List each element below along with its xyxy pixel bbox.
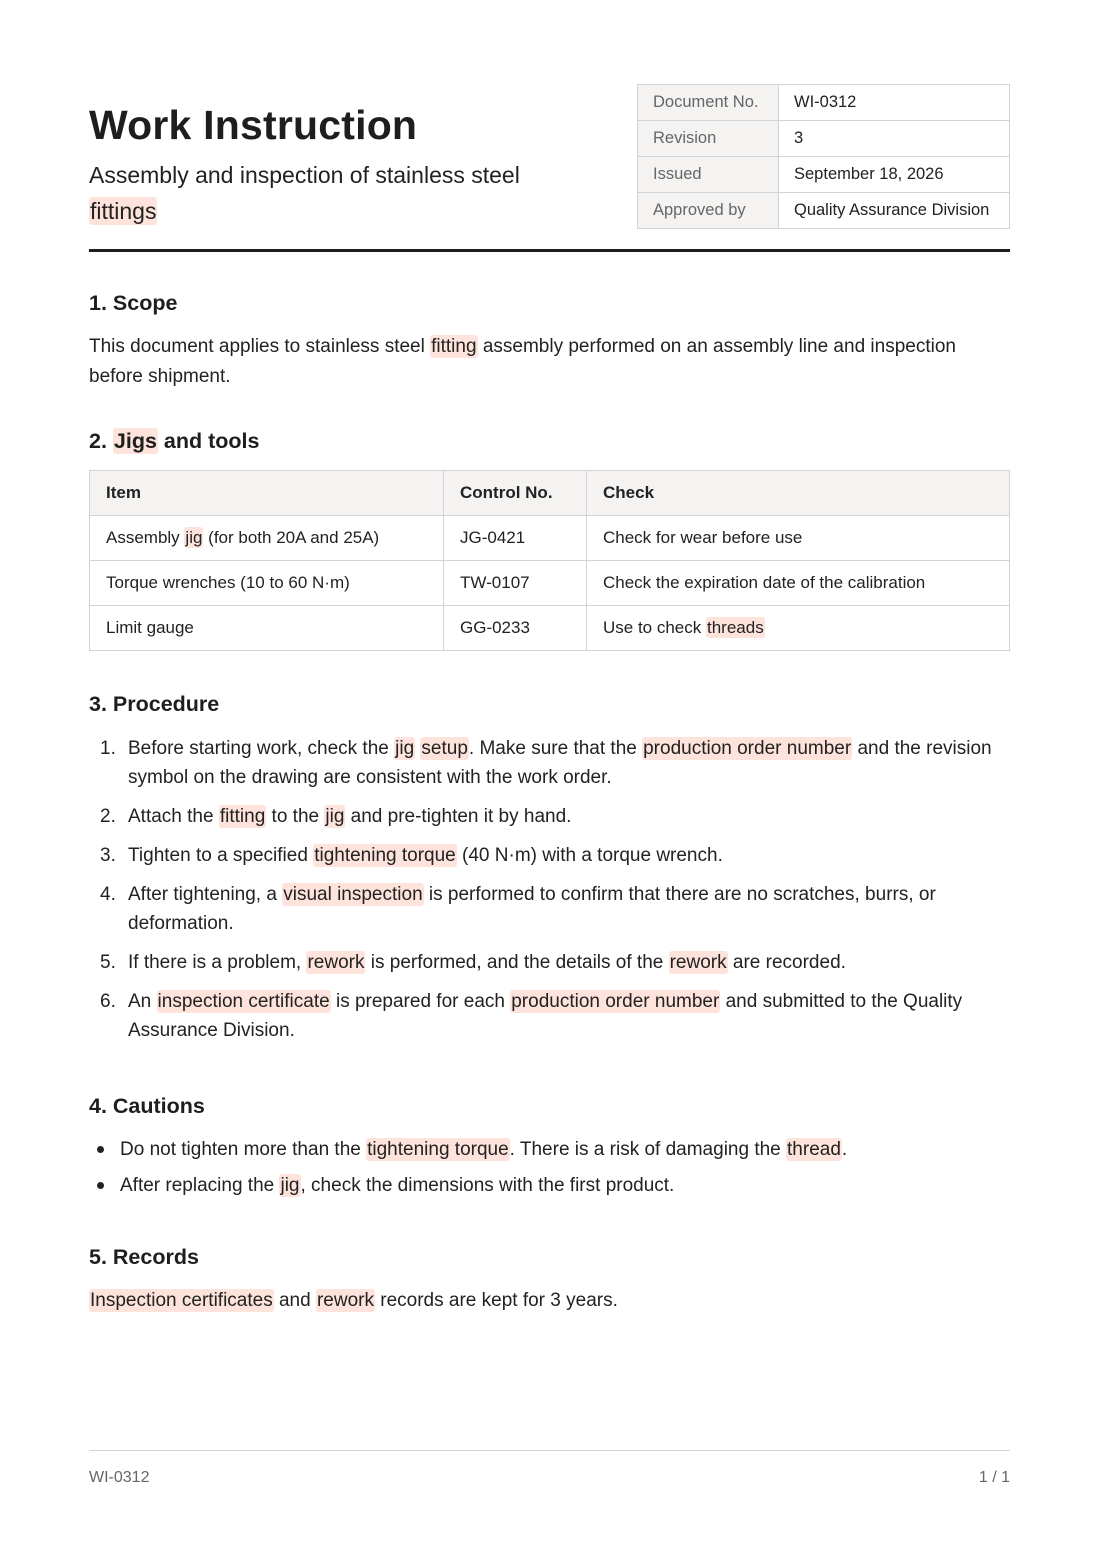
text-run: , check the dimensions with the first product. — [300, 1175, 675, 1196]
section-heading-records: 5. Records — [89, 1245, 199, 1269]
highlighted-term: inspection certificate — [157, 991, 330, 1012]
highlighted-term: threads — [707, 618, 764, 637]
procedure-list — [89, 734, 1010, 1055]
meta-value: WI-0312 — [779, 85, 1010, 121]
highlighted-term: fittings — [90, 198, 157, 224]
highlighted-term: setup — [421, 738, 468, 759]
meta-label: Approved by — [638, 193, 779, 229]
highlighted-term: rework — [316, 1290, 374, 1311]
header-divider — [89, 249, 1010, 252]
list-item — [89, 1171, 1010, 1200]
text-run: After tightening, a — [128, 884, 283, 905]
highlighted-term: tightening torque — [314, 845, 456, 866]
item-cell: Limit gauge — [90, 606, 444, 651]
text-run: and submitted to the Quality Assurance Division. — [128, 991, 963, 1041]
text-run: An — [128, 991, 157, 1012]
meta-label: Revision — [638, 121, 779, 157]
table-row — [90, 561, 1010, 606]
text-run: Tighten to a specified — [128, 845, 314, 866]
control-no-cell: GG-0233 — [444, 606, 587, 651]
text-run: and pre-tighten it by hand. — [345, 806, 572, 827]
step-number: 1. — [100, 738, 116, 759]
text-run: Do not tighten more than the — [120, 1139, 367, 1160]
page-title: Work Instruction — [89, 102, 418, 148]
column-header: Control No. — [444, 471, 587, 516]
highlighted-term: jig — [280, 1175, 300, 1196]
highlighted-term: thread — [787, 1139, 841, 1160]
step-number: 3. — [100, 845, 116, 866]
control-no-cell: TW-0107 — [444, 561, 587, 606]
text-run: records are kept for 3 years. — [374, 1290, 618, 1311]
meta-row — [638, 85, 1010, 121]
page-subtitle — [89, 157, 569, 229]
jigs-tools-table — [89, 470, 1010, 651]
table-row — [90, 516, 1010, 561]
text-run: Use to check — [603, 618, 706, 637]
meta-row — [638, 157, 1010, 193]
text-run: (for both 20A and 25A) — [203, 528, 380, 547]
highlighted-term: Inspection certificates — [90, 1290, 273, 1311]
highlighted-term: fitting — [219, 806, 266, 827]
text-run: assembly performed on an assembly line and inspection before shipment. — [89, 336, 956, 387]
section-heading-jigs-tools — [89, 429, 259, 454]
highlighted-term: jig — [395, 738, 415, 759]
check-cell: Check for wear before use — [587, 516, 1010, 561]
highlighted-term: tightening torque — [367, 1139, 509, 1160]
text-run: to the — [266, 806, 325, 827]
meta-label: Issued — [638, 157, 779, 193]
highlighted-term: visual inspection — [283, 884, 423, 905]
meta-row — [638, 121, 1010, 157]
table-header-row — [90, 471, 1010, 516]
control-no-cell: JG-0421 — [444, 516, 587, 561]
meta-row — [638, 193, 1010, 229]
column-header: Item — [90, 471, 444, 516]
cautions-list — [89, 1135, 1010, 1207]
section-heading-scope: 1. Scope — [89, 291, 178, 315]
meta-value: Quality Assurance Division — [779, 193, 1010, 229]
highlighted-term: rework — [307, 952, 365, 973]
meta-value: September 18, 2026 — [779, 157, 1010, 193]
text-run: (40 N·m) with a torque wrench. — [456, 845, 723, 866]
text-run: . There is a risk of damaging the — [509, 1139, 787, 1160]
bullet-icon — [97, 1182, 104, 1189]
records-paragraph — [89, 1286, 989, 1316]
step-number: 5. — [100, 952, 116, 973]
text-run: This document applies to stainless steel — [89, 336, 431, 357]
highlighted-term: production order number — [511, 991, 720, 1012]
step-number: 2. — [100, 806, 116, 827]
list-item — [89, 948, 1010, 977]
text-run: and tools — [157, 429, 260, 453]
document-meta-table — [637, 84, 1010, 229]
text-run: After replacing the — [120, 1175, 280, 1196]
subtitle-text: Assembly and inspection of stainless steel — [89, 162, 520, 188]
document-header — [89, 84, 1010, 252]
text-run: is performed to confirm that there are no scratches, burrs, or deformation. — [128, 884, 936, 934]
bullet-icon — [97, 1146, 104, 1153]
list-item — [89, 880, 1010, 938]
text-run: is prepared for each — [330, 991, 511, 1012]
list-item — [89, 841, 1010, 870]
item-cell: Torque wrenches (10 to 60 N·m) — [90, 561, 444, 606]
check-cell — [587, 606, 1010, 651]
footer-document-number: WI-0312 — [89, 1469, 150, 1486]
list-item — [89, 802, 1010, 831]
text-run: are recorded. — [727, 952, 846, 973]
highlighted-term: fitting — [431, 336, 477, 357]
page-number: 1 / 1 — [978, 1469, 1010, 1486]
highlighted-term: rework — [669, 952, 727, 973]
list-item — [89, 1135, 1010, 1164]
text-run: and the revision symbol on the drawing are consistent with the work order. — [128, 738, 992, 788]
footer-divider — [89, 1450, 1010, 1451]
text-run: is performed, and the details of the — [365, 952, 669, 973]
text-run: Before starting work, check the — [128, 738, 395, 759]
text-run: Attach the — [128, 806, 219, 827]
highlighted-term: Jigs — [113, 429, 157, 453]
step-number: 4. — [100, 884, 116, 905]
column-header: Check — [587, 471, 1010, 516]
section-heading-cautions: 4. Cautions — [89, 1094, 205, 1118]
section-heading-procedure: 3. Procedure — [89, 692, 220, 716]
scope-paragraph — [89, 332, 989, 392]
text-run: 2. — [89, 429, 113, 453]
highlighted-term: jig — [325, 806, 345, 827]
list-item — [89, 987, 1010, 1045]
meta-value: 3 — [779, 121, 1010, 157]
text-run: If there is a problem, — [128, 952, 307, 973]
text-run: Assembly — [106, 528, 185, 547]
item-cell — [90, 516, 444, 561]
text-run: . — [841, 1139, 848, 1160]
step-number: 6. — [100, 991, 116, 1012]
list-item — [89, 734, 1010, 792]
meta-label: Document No. — [638, 85, 779, 121]
text-run: . Make sure that the — [468, 738, 643, 759]
check-cell: Check the expiration date of the calibration — [587, 561, 1010, 606]
highlighted-term: jig — [185, 528, 203, 547]
highlighted-term: production order number — [643, 738, 852, 759]
text-run: and — [273, 1290, 316, 1311]
table-row — [90, 606, 1010, 651]
